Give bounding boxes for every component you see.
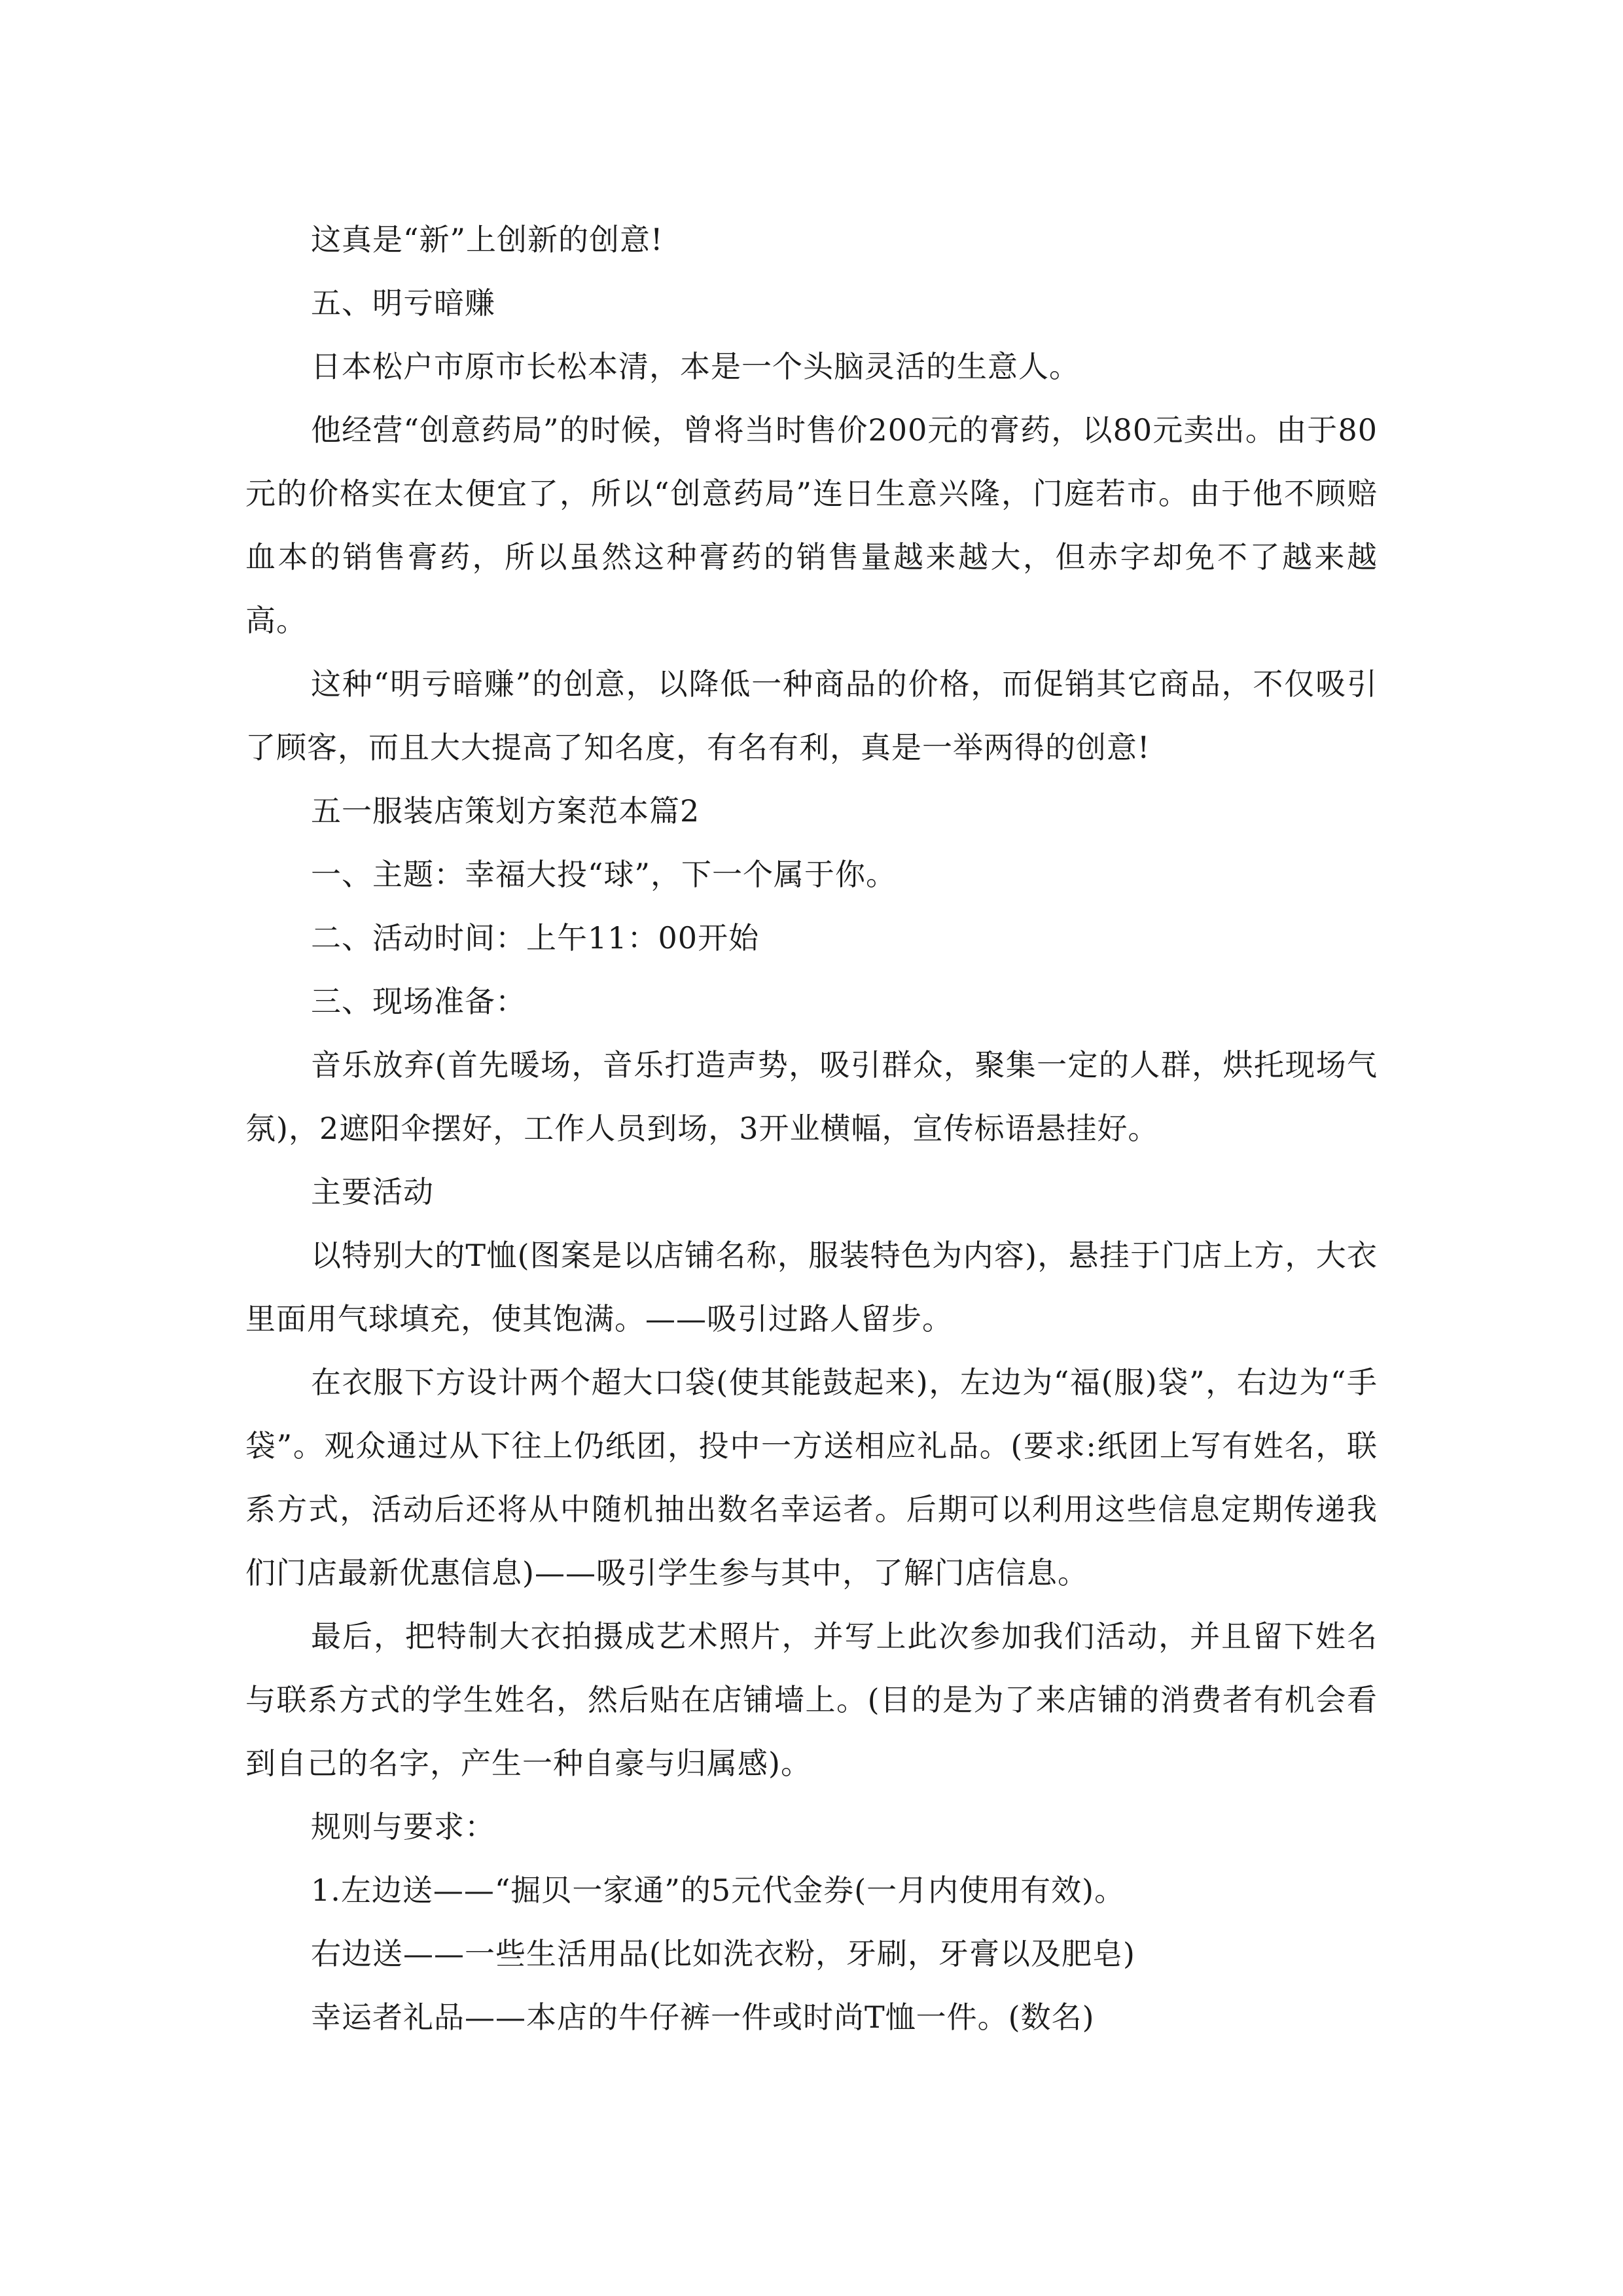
paragraph: 音乐放弃(首先暖场，音乐打造声势，吸引群众，聚集一定的人群，烘托现场气氛)，2遮阳伞摆好，工作人员到场，3开业横幅，宣传标语悬挂好。 [245,1047,1378,1146]
paragraph: 在衣服下方设计两个超大口袋(使其能鼓起来)，左边为“福(服)袋”，右边为“手袋”。观众通过从下往上仍纸团，投中一方送相应礼品。(要求:纸团上写有姓名，联系方式，活动后还将从中随机抽出数名幸运者。后期可以利用这些信息定期传递我们门店最新优惠信息)——吸引学生参与其中，了解门店信息。 [245,1365,1378,1590]
section-heading: 主要活动 [311,1174,434,1210]
section-heading: 一、主题：幸福大投“球”，下一个属于你。 [311,857,897,892]
section-heading: 三、现场准备： [311,984,526,1019]
paragraph: 日本松户市原市长松本清，本是一个头脑灵活的生意人。 [311,349,1080,384]
list-item: 1.左边送——“掘贝一家通”的5元代金券(一月内使用有效)。 [311,1873,1126,1908]
section-heading: 规则与要求： [311,1809,495,1844]
list-item: 幸运者礼品——本店的牛仔裤一件或时尚T恤一件。(数名) [311,2000,1095,2035]
document-body [245,208,1378,2049]
section-heading: 五、明亏暗赚 [311,285,495,321]
document-title: 五一服装店策划方案范本篇2 [311,793,700,829]
paragraph: 他经营“创意药局”的时候，曾将当时售价200元的膏药，以80元卖出。由于80元的价格实在太便宜了，所以“创意药局”连日生意兴隆，门庭若市。由于他不顾赔血本的销售膏药，所以虽然这种膏药的销售量越来越大，但赤字却免不了越来越高。 [245,412,1378,638]
section-heading: 二、活动时间：上午11：00开始 [311,920,760,956]
paragraph: 以特别大的T恤(图案是以店铺名称，服装特色为内容)，悬挂于门店上方，大衣里面用气球填充，使其饱满。——吸引过路人留步。 [245,1238,1378,1336]
paragraph: 这种“明亏暗赚”的创意，以降低一种商品的价格，而促销其它商品，不仅吸引了顾客，而且大大提高了知名度，有名有利，真是一举两得的创意! [245,666,1378,765]
paragraph: 最后，把特制大衣拍摄成艺术照片，并写上此次参加我们活动，并且留下姓名与联系方式的学生姓名，然后贴在店铺墙上。(目的是为了来店铺的消费者有机会看到自己的名字，产生一种自豪与归属感)。 [245,1619,1378,1781]
list-item: 右边送——一些生活用品(比如洗衣粉，牙刷，牙膏以及肥皂) [311,1936,1135,1971]
paragraph: 这真是“新”上创新的创意! [311,222,664,257]
